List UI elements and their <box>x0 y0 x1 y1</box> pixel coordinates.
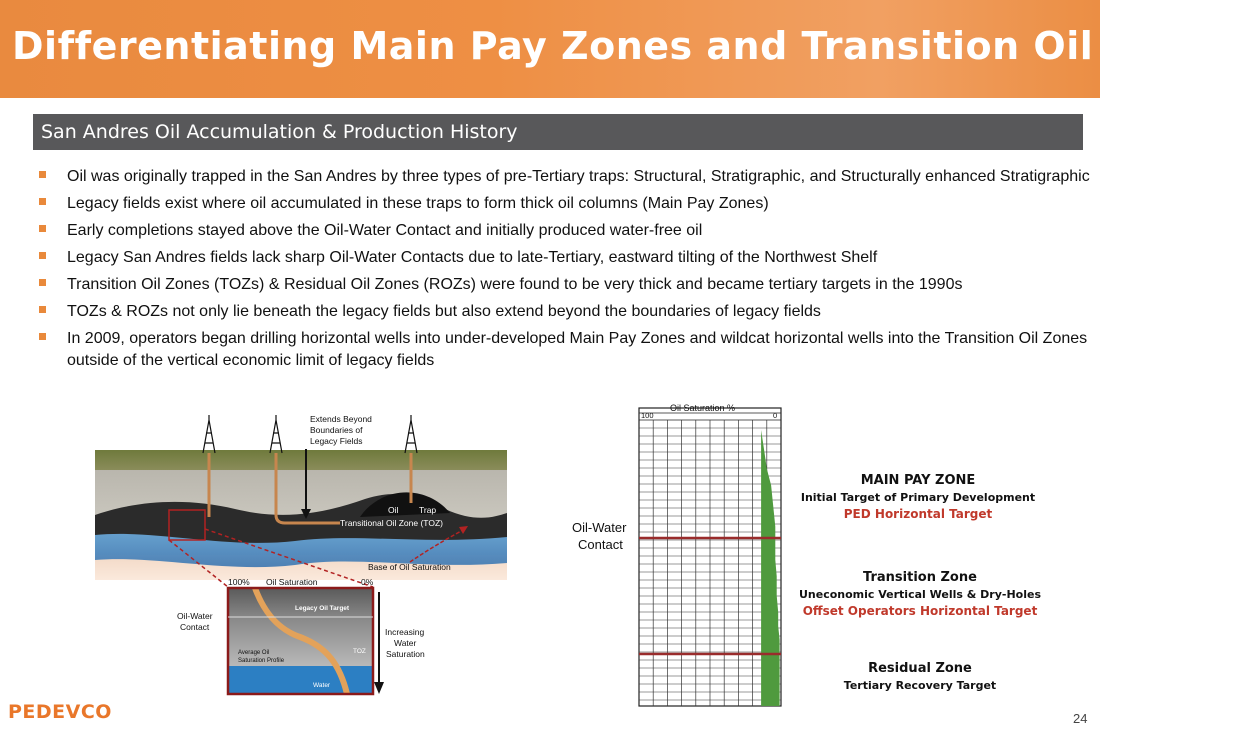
title-bar <box>0 0 1239 98</box>
inset-0-label: 0% <box>361 577 374 587</box>
extends-beyond-label: Extends Beyond <box>310 414 372 424</box>
bullet-item <box>37 193 1097 215</box>
log-right-tick: 0 <box>773 411 778 420</box>
toz-label: Transitional Oil Zone (TOZ) <box>340 518 443 528</box>
inset-saturation-label: Oil Saturation <box>266 577 318 587</box>
bullet-text: TOZs & ROZs not only lie beneath the legacy fields but also extend beyond the boundaries of legacy fields <box>67 303 821 320</box>
bullet-marker-icon <box>39 306 46 313</box>
bullet-text: In 2009, operators began drilling horizontal wells into under-developed Main Pay Zones and wildcat horizontal wells into the Transition Oil Zones outside of the vertical economic limit of legacy fields <box>67 330 1088 369</box>
bullet-marker-icon <box>39 171 46 178</box>
slide-title: Differentiating Main Pay Zones and Transition Oil Zones <box>12 24 1239 68</box>
oil-saturation-log-diagram <box>555 400 1055 710</box>
oil-label: Oil <box>388 505 399 515</box>
bullet-marker-icon <box>39 333 46 340</box>
inset-owc-label: Contact <box>180 622 210 632</box>
bullet-text: Early completions stayed above the Oil-Water Contact and initially produced water-free oil <box>67 222 703 239</box>
avg-profile-label: Average Oil <box>238 650 270 656</box>
bullet-marker-icon <box>39 252 46 259</box>
inset-water <box>228 666 373 694</box>
bullet-text: Oil was originally trapped in the San Andres by three types of pre-Tertiary traps: Structural, Stratigraphic, and Structurally enhanced Stratigraphic <box>67 168 1090 185</box>
residual-zone-title: Residual Zone <box>868 661 972 676</box>
bullet-text: Legacy San Andres fields lack sharp Oil-Water Contacts due to late-Tertiary, eastward tilting of the Northwest Shelf <box>67 249 878 266</box>
pedevco-logo: PEDEVCO <box>8 701 112 723</box>
section-header: San Andres Oil Accumulation & Production History <box>41 121 518 143</box>
legacy-oil-target-label: Legacy Oil Target <box>295 605 350 612</box>
owc-label: Oil-Water <box>572 520 627 535</box>
avg-profile-label: Saturation Profile <box>238 658 285 664</box>
inset-toz-label: TOZ <box>353 648 366 655</box>
arrowhead-icon <box>374 682 384 694</box>
page-number: 24 <box>1073 711 1088 726</box>
derrick-icon <box>203 415 215 453</box>
derrick-icon <box>405 415 417 453</box>
residual-zone-subtitle: Tertiary Recovery Target <box>843 679 997 692</box>
extends-beyond-label: Boundaries of <box>310 425 363 435</box>
main-pay-zone-title: MAIN PAY ZONE <box>860 473 976 488</box>
transition-zone-target: Offset Operators Horizontal Target <box>802 604 1038 618</box>
increasing-label: Water <box>394 638 417 648</box>
derrick-icon <box>270 415 282 453</box>
bullet-list <box>37 166 1097 377</box>
increasing-label: Saturation <box>386 649 425 659</box>
owc-label: Contact <box>578 537 623 552</box>
increasing-label: Increasing <box>385 627 425 637</box>
inset-owc-label: Oil-Water <box>177 611 213 621</box>
inset-water-label: Water <box>313 682 331 689</box>
inset-100-label: 100% <box>228 577 250 587</box>
bullet-item <box>37 220 1097 242</box>
bullet-text: Legacy fields exist where oil accumulated in these traps to form thick oil columns (Main Pay Zones) <box>67 195 769 212</box>
reservoir-cross-section-diagram <box>95 405 525 705</box>
log-grid <box>639 408 781 706</box>
base-of-oil-label: Base of Oil Saturation <box>368 562 451 572</box>
bullet-item <box>37 301 1097 323</box>
bullet-item <box>37 247 1097 269</box>
bullet-text: Transition Oil Zones (TOZs) & Residual Oil Zones (ROZs) were found to be very thick and became tertiary targets in the 1990s <box>67 276 963 293</box>
main-pay-zone-subtitle: Initial Target of Primary Development <box>800 491 1036 504</box>
main-pay-zone-target: PED Horizontal Target <box>843 507 993 521</box>
bullet-item <box>37 328 1097 372</box>
bullet-item <box>37 274 1097 296</box>
log-left-tick: 100 <box>641 411 654 420</box>
surface-layer <box>95 450 507 470</box>
section-header-bar <box>33 114 1083 150</box>
trap-label: Trap <box>419 505 437 515</box>
transition-zone-subtitle: Uneconomic Vertical Wells & Dry-Holes <box>798 588 1042 601</box>
bullet-marker-icon <box>39 198 46 205</box>
bullet-marker-icon <box>39 225 46 232</box>
bullet-marker-icon <box>39 279 46 286</box>
extends-beyond-label: Legacy Fields <box>310 436 363 446</box>
log-header: Oil Saturation % <box>670 403 736 413</box>
transition-zone-title: Transition Zone <box>863 570 977 585</box>
bullet-item <box>37 166 1097 188</box>
